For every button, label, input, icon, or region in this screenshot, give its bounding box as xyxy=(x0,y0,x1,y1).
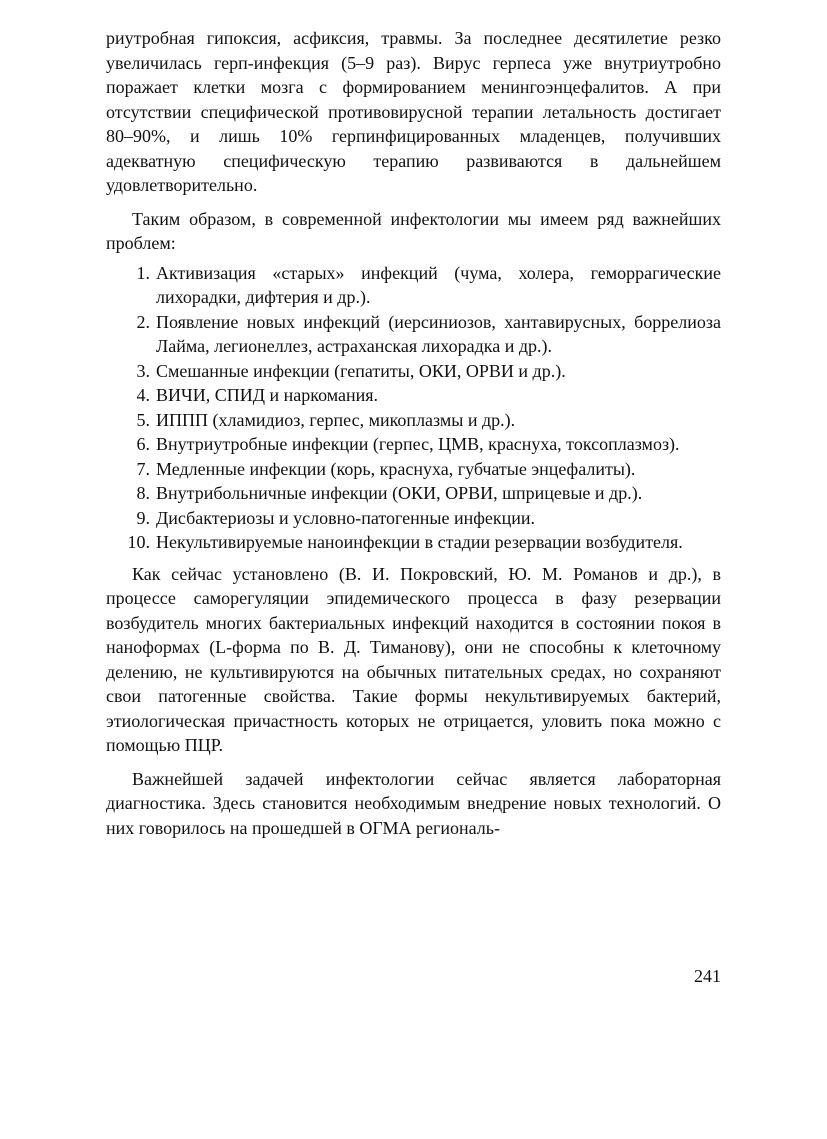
list-item-number: 2. xyxy=(136,311,150,332)
list-item-text: Медленные инфекции (корь, краснуха, губчатые энцефалиты). xyxy=(156,458,636,479)
list-item-text: ВИЧИ, СПИД и наркомания. xyxy=(156,385,379,405)
list-item xyxy=(136,481,721,506)
list-item xyxy=(136,457,721,482)
problems-list xyxy=(106,261,721,555)
list-item-text: Смешанные инфекции (гепатиты, ОКИ, ОРВИ и др.). xyxy=(156,360,566,381)
page-text xyxy=(106,26,721,840)
list-item-text: Внутриутробные инфекции (герпес, ЦМВ, краснуха, токсоплазмоз). xyxy=(156,434,680,454)
list-item-number: 10. xyxy=(127,532,150,552)
list-item-number: 4. xyxy=(136,385,150,405)
list-item-number: 3. xyxy=(136,360,150,381)
list-item-number: 5. xyxy=(136,409,150,430)
list-item xyxy=(136,432,721,457)
list-item-number: 9. xyxy=(136,507,150,528)
paragraph-herpes: риутробная гипоксия, асфиксия, травмы. За последнее десятилетие резко увеличилась герп-инфекция (5–9 раз). Вирус герпеса уже внутриутробно поражает клетки мозга с формированием менингоэнцефалитов. А при отсутствии специфической противовирусной терапии летальность достигает 80–90%, и лишь 10% герпинфицированных младенцев, получивших адекватную специфическую терапию развиваются в дальнейшем удовлетворительно. xyxy=(106,28,721,195)
list-item-text: Некультивируемые наноинфекции в стадии резервации возбудителя. xyxy=(156,532,683,552)
paragraph-diagnostics: Важнейшей задачей инфектологии сейчас является лабораторная диагностика. Здесь становится необходимым внедрение новых технологий. О них говорилось на прошедшей в ОГМА региональ- xyxy=(106,768,721,838)
paragraph-problems-intro: Таким образом, в современной инфектологии мы имеем ряд важнейших проблем: xyxy=(106,208,721,253)
page-number: 241 xyxy=(694,966,721,986)
list-item-text: Внутрибольничные инфекции (ОКИ, ОРВИ, шприцевые и др.). xyxy=(156,483,643,503)
list-item-number: 1. xyxy=(136,262,150,283)
list-item xyxy=(136,310,721,359)
list-item xyxy=(136,408,721,433)
list-item xyxy=(127,530,721,555)
list-item xyxy=(136,506,721,531)
list-item-text: Дисбактериозы и условно-патогенные инфекции. xyxy=(156,507,536,528)
list-item-text: Появление новых инфекций (иерсиниозов, хантавирусных, боррелиоза Лайма, легионеллез, астраханская лихорадка и др.). xyxy=(156,311,721,356)
list-item xyxy=(136,383,721,408)
list-item-number: 6. xyxy=(136,434,150,454)
list-item-text: Активизация «старых» инфекций (чума, холера, геморрагические лихорадки, дифтерия и др.). xyxy=(156,262,721,307)
list-item-number: 7. xyxy=(136,458,150,479)
list-item xyxy=(136,261,721,310)
list-item-text: ИППП (хламидиоз, герпес, микоплазмы и др.). xyxy=(156,409,516,430)
list-item xyxy=(136,359,721,384)
paragraph-nanoforms: Как сейчас установлено (В. И. Покровский, Ю. М. Романов и др.), в процессе саморегуляции эпидемического процесса в фазу резервации возбудитель многих бактериальных инфекций находится в состоянии покоя в наноформах (L-форма по В. Д. Тиманову), они не способны к клеточному делению, не культивируются на обычных питательных средах, но сохраняют свои патогенные свойства. Такие формы некультивируемых бактерий, этиологическая причастность которых не отрицается, уловить пока можно с помощью ПЦР. xyxy=(106,563,721,755)
list-item-number: 8. xyxy=(136,483,150,503)
